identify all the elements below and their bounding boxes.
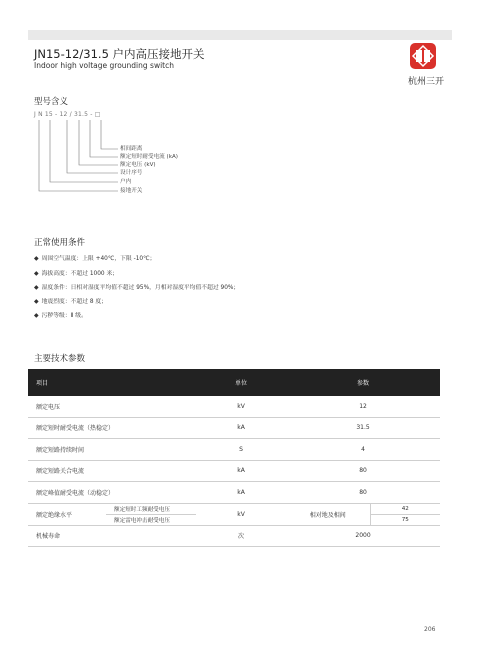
table-row bbox=[28, 396, 440, 417]
spec-table-header bbox=[28, 369, 440, 396]
model-label-short-time-current: 额定短时耐受电流 (kA) bbox=[120, 154, 178, 160]
spec-group: 相对地及相间 bbox=[286, 503, 370, 525]
condition-item: ◆ 周围空气温度：上限 +40℃，下限 -10℃； bbox=[34, 255, 156, 262]
table-row bbox=[28, 482, 440, 504]
spec-value: 4 bbox=[286, 439, 440, 461]
spec-value: 12 bbox=[286, 396, 440, 417]
spec-item: 额定短时耐受电流（热稳定） bbox=[28, 417, 196, 439]
bullet-icon: ◆ bbox=[34, 298, 39, 305]
spec-value: 31.5 bbox=[286, 417, 440, 439]
bullet-icon: ◆ bbox=[34, 312, 39, 319]
spec-value: 75 bbox=[370, 514, 440, 525]
page-subtitle: Indoor high voltage grounding switch bbox=[34, 61, 174, 70]
spec-unit: S bbox=[196, 439, 286, 461]
model-code-diagram bbox=[30, 118, 230, 203]
top-decor-bar bbox=[28, 30, 452, 40]
page-number: 206 bbox=[424, 626, 436, 633]
condition-item: ◆ 污秽等级：Ⅱ 级。 bbox=[34, 312, 87, 319]
brand-logo bbox=[400, 42, 450, 88]
spec-unit: kA bbox=[196, 460, 286, 482]
spec-value: 42 bbox=[370, 503, 440, 514]
header-param: 参数 bbox=[286, 369, 440, 396]
condition-item: ◆ 海拔高度：不超过 1000 米； bbox=[34, 270, 119, 277]
spec-item: 机械寿命 bbox=[28, 525, 196, 547]
header-unit: 单位 bbox=[196, 369, 286, 396]
spec-value: 2000 bbox=[286, 525, 440, 547]
spec-table bbox=[28, 369, 440, 547]
table-row bbox=[28, 417, 440, 439]
table-row bbox=[28, 460, 440, 482]
model-label-indoor: 户内 bbox=[120, 179, 132, 185]
spec-item: 额定绝缘水平 bbox=[28, 503, 106, 525]
header-item: 项目 bbox=[28, 369, 196, 396]
brand-name: 杭州三开 bbox=[407, 77, 444, 87]
section-title-specs: 主要技术参数 bbox=[34, 354, 86, 364]
page-title: JN15-12/31.5 户内高压接地开关 bbox=[34, 47, 205, 61]
spec-item: 额定电压 bbox=[28, 396, 196, 417]
section-title-model: 型号含义 bbox=[34, 97, 69, 107]
model-code: J N 15 - 12 / 31.5 - □ bbox=[34, 111, 101, 118]
spec-subitem: 额定短时工频耐受电压 bbox=[106, 503, 196, 514]
spec-item: 额定短路持续时间 bbox=[28, 439, 196, 461]
spec-unit: 次 bbox=[196, 525, 286, 547]
spec-value: 80 bbox=[286, 482, 440, 504]
spec-unit: kA bbox=[196, 482, 286, 504]
bullet-icon: ◆ bbox=[34, 284, 39, 291]
model-label-rated-voltage: 额定电压 (kV) bbox=[120, 162, 156, 168]
condition-item: ◆ 湿度条件：日相对湿度平均值不超过 95%，月相对湿度平均值不超过 90%； bbox=[34, 284, 240, 291]
brand-logo-icon bbox=[409, 42, 437, 70]
table-row bbox=[28, 439, 440, 461]
model-label-phase-distance: 相间距离 bbox=[120, 146, 143, 152]
spec-item: 额定短路关合电流 bbox=[28, 460, 196, 482]
spec-unit: kA bbox=[196, 417, 286, 439]
spec-subitem: 额定雷电冲击耐受电压 bbox=[106, 514, 196, 525]
section-title-conditions: 正常使用条件 bbox=[34, 238, 86, 248]
model-label-grounding-switch: 接地开关 bbox=[120, 188, 143, 194]
spec-value: 80 bbox=[286, 460, 440, 482]
condition-item: ◆ 地震烈度：不超过 8 度； bbox=[34, 298, 107, 305]
table-row-insulation bbox=[28, 503, 440, 514]
table-row bbox=[28, 525, 440, 547]
spec-unit: kV bbox=[196, 503, 286, 525]
bullet-icon: ◆ bbox=[34, 255, 39, 262]
bullet-icon: ◆ bbox=[34, 270, 39, 277]
spec-unit: kV bbox=[196, 396, 286, 417]
model-label-design-number: 设计序号 bbox=[120, 170, 143, 176]
spec-item: 额定峰值耐受电流（动稳定） bbox=[28, 482, 196, 504]
